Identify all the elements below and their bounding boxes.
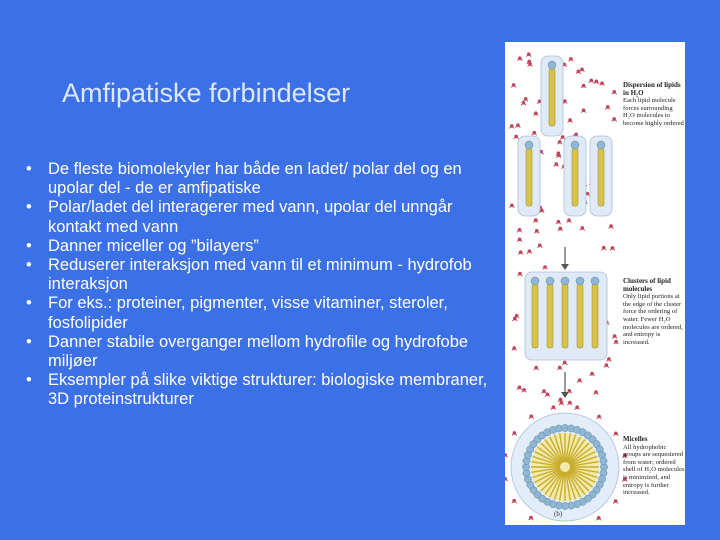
bullet-list bbox=[26, 160, 496, 410]
water-molecule bbox=[609, 224, 614, 228]
water-molecule bbox=[558, 227, 563, 231]
lipid-head bbox=[525, 141, 533, 149]
water-molecule bbox=[612, 334, 617, 338]
water-molecule bbox=[580, 226, 585, 230]
lipid-head bbox=[548, 61, 556, 69]
water-molecule bbox=[560, 135, 565, 139]
water-molecule bbox=[515, 123, 520, 127]
water-molecule bbox=[613, 499, 618, 503]
water-molecule bbox=[514, 135, 519, 139]
water-molecule bbox=[604, 363, 609, 367]
water-molecule bbox=[521, 101, 526, 105]
lipid-molecule bbox=[548, 61, 556, 126]
water-molecule bbox=[568, 57, 573, 61]
water-molecule bbox=[533, 218, 538, 222]
lipid-molecule bbox=[576, 277, 584, 348]
arrow-head bbox=[561, 392, 569, 398]
water-molecule bbox=[511, 83, 516, 87]
lipid-tail bbox=[547, 284, 553, 348]
water-molecule bbox=[517, 228, 522, 232]
slide-title: Amfipatiske forbindelser bbox=[62, 78, 351, 108]
water-molecule bbox=[605, 105, 610, 109]
lipid-molecule bbox=[597, 141, 605, 206]
bullet-item bbox=[26, 256, 496, 294]
caption-clusters-body: Only lipid portions at the edge of the cluster force the ordering of water. Fewer H₂O molecules are ordered, and entropy is increased. bbox=[623, 293, 683, 346]
water-molecule bbox=[610, 246, 615, 250]
water-molecule bbox=[597, 415, 602, 419]
lipid-tail bbox=[598, 148, 604, 206]
caption-micelles-title: Micelles bbox=[623, 435, 648, 443]
water-molecule bbox=[589, 79, 594, 83]
water-molecule bbox=[518, 250, 523, 254]
water-molecule bbox=[606, 357, 611, 361]
lipid-head bbox=[597, 141, 605, 149]
water-molecule bbox=[517, 237, 522, 241]
water-molecule bbox=[612, 117, 617, 121]
water-molecule bbox=[517, 56, 522, 60]
water-molecule bbox=[600, 81, 605, 85]
water-molecule bbox=[580, 68, 585, 72]
water-molecule bbox=[613, 431, 618, 435]
water-molecule bbox=[577, 378, 582, 382]
water-molecule bbox=[517, 386, 522, 390]
arrow-head bbox=[561, 264, 569, 270]
water-molecule bbox=[527, 249, 532, 253]
water-molecule bbox=[529, 414, 534, 418]
bullet-item bbox=[26, 237, 496, 256]
lipid-molecule bbox=[591, 277, 599, 348]
water-molecule bbox=[509, 124, 514, 128]
water-molecule bbox=[533, 111, 538, 115]
water-molecule bbox=[601, 246, 606, 250]
bullet-dot: • bbox=[26, 332, 32, 351]
water-molecule bbox=[614, 340, 619, 344]
caption-micelles bbox=[623, 436, 685, 497]
water-molecule bbox=[594, 80, 599, 84]
lipid-tail bbox=[572, 148, 578, 206]
bullet-dot: • bbox=[26, 371, 32, 390]
lipid-molecule bbox=[561, 277, 569, 348]
lipid-molecule bbox=[531, 277, 539, 348]
lipid-molecule bbox=[525, 141, 533, 206]
water-molecule bbox=[512, 499, 517, 503]
water-molecule bbox=[523, 97, 528, 101]
bullet-item bbox=[26, 333, 496, 371]
lipid-head bbox=[571, 141, 579, 149]
water-molecule bbox=[528, 516, 533, 520]
water-molecule bbox=[512, 431, 517, 435]
lipid-tail bbox=[526, 148, 532, 206]
water-molecule bbox=[556, 220, 561, 224]
lipid-head bbox=[561, 277, 569, 285]
water-molecule bbox=[532, 131, 537, 135]
caption-clusters-title: Clusters of lipid molecules bbox=[623, 277, 671, 293]
lipid-molecule bbox=[571, 141, 579, 206]
bullet-item bbox=[26, 160, 496, 198]
water-molecule bbox=[521, 388, 526, 392]
lipid-figure bbox=[505, 42, 685, 525]
water-molecule bbox=[505, 453, 508, 457]
water-molecule bbox=[543, 265, 548, 269]
bullet-text: Polar/ladet del interagerer med vann, upolar del unngår kontakt med vann bbox=[48, 198, 453, 236]
water-molecule bbox=[581, 108, 586, 112]
bullet-text: Danner miceller og ”bilayers” bbox=[48, 236, 259, 255]
lipid-tail bbox=[562, 284, 568, 348]
bullet-item bbox=[26, 371, 496, 409]
lipid-head bbox=[576, 277, 584, 285]
water-molecule bbox=[590, 372, 595, 376]
bullet-text: De fleste biomolekyler har både en ladet/ polar del og en upolar del - de er amfipatiske bbox=[48, 160, 462, 198]
water-molecule bbox=[526, 52, 531, 56]
water-molecule bbox=[512, 346, 517, 350]
water-molecule bbox=[554, 162, 559, 166]
bullet-dot: • bbox=[26, 236, 32, 255]
water-molecule bbox=[562, 361, 567, 365]
water-molecule bbox=[534, 229, 539, 233]
bullet-dot: • bbox=[26, 256, 32, 275]
lipid-head bbox=[531, 277, 539, 285]
caption-clusters bbox=[623, 278, 685, 346]
bullet-dot: • bbox=[26, 294, 32, 313]
lipid-tail bbox=[532, 284, 538, 348]
water-molecule bbox=[537, 243, 542, 247]
bullet-item bbox=[26, 198, 496, 236]
micelle-head bbox=[600, 457, 607, 464]
water-molecule bbox=[509, 203, 514, 207]
bullet-dot: • bbox=[26, 198, 32, 217]
water-molecule bbox=[557, 140, 562, 144]
water-molecule bbox=[568, 118, 573, 122]
bullet-text: For eks.: proteiner, pigmenter, visse vitaminer, steroler, fosfolipider bbox=[48, 294, 448, 332]
caption-micelles-body: All hydrophobic groups are sequestered from water; ordered shell of H₂O molecules is minimized, and entropy is further increased. bbox=[623, 443, 685, 497]
lipid-head bbox=[546, 277, 554, 285]
water-molecule bbox=[517, 272, 522, 276]
caption-dispersion-body: Each lipid molecule forces surrounding H₂O molecules to become highly ordered bbox=[623, 97, 684, 127]
water-molecule bbox=[557, 366, 562, 370]
water-molecule bbox=[612, 90, 617, 94]
water-molecule bbox=[541, 389, 546, 393]
water-molecule bbox=[551, 405, 556, 409]
water-molecule bbox=[575, 405, 580, 409]
bullet-dot: • bbox=[26, 160, 32, 178]
water-molecule bbox=[534, 366, 539, 370]
bullet-text: Reduserer interaksjon med vann til et minimum - hydrofob interaksjon bbox=[48, 256, 472, 294]
water-molecule bbox=[505, 477, 508, 481]
water-molecule bbox=[567, 401, 572, 405]
lipid-head bbox=[591, 277, 599, 285]
water-molecule bbox=[596, 516, 601, 520]
lipid-molecule bbox=[546, 277, 554, 348]
caption-dispersion bbox=[623, 82, 685, 128]
water-molecule bbox=[576, 69, 581, 73]
caption-dispersion-title: Dispersion of lipids in H₂O bbox=[623, 81, 681, 97]
lipid-tail bbox=[549, 68, 555, 126]
water-molecule bbox=[594, 390, 599, 394]
bullet-text: Eksempler på slike viktige strukturer: biologiske membraner, 3D proteinstrukturer bbox=[48, 371, 488, 409]
bullet-text: Danner stabile overganger mellom hydrofile og hydrofobe miljøer bbox=[48, 332, 469, 371]
lipid-tail bbox=[592, 284, 598, 348]
bullet-item bbox=[26, 294, 496, 332]
water-molecule bbox=[567, 218, 572, 222]
lipid-tail bbox=[577, 284, 583, 348]
water-molecule bbox=[581, 84, 586, 88]
figure-label: (b) bbox=[554, 510, 563, 518]
micelle bbox=[511, 413, 619, 521]
